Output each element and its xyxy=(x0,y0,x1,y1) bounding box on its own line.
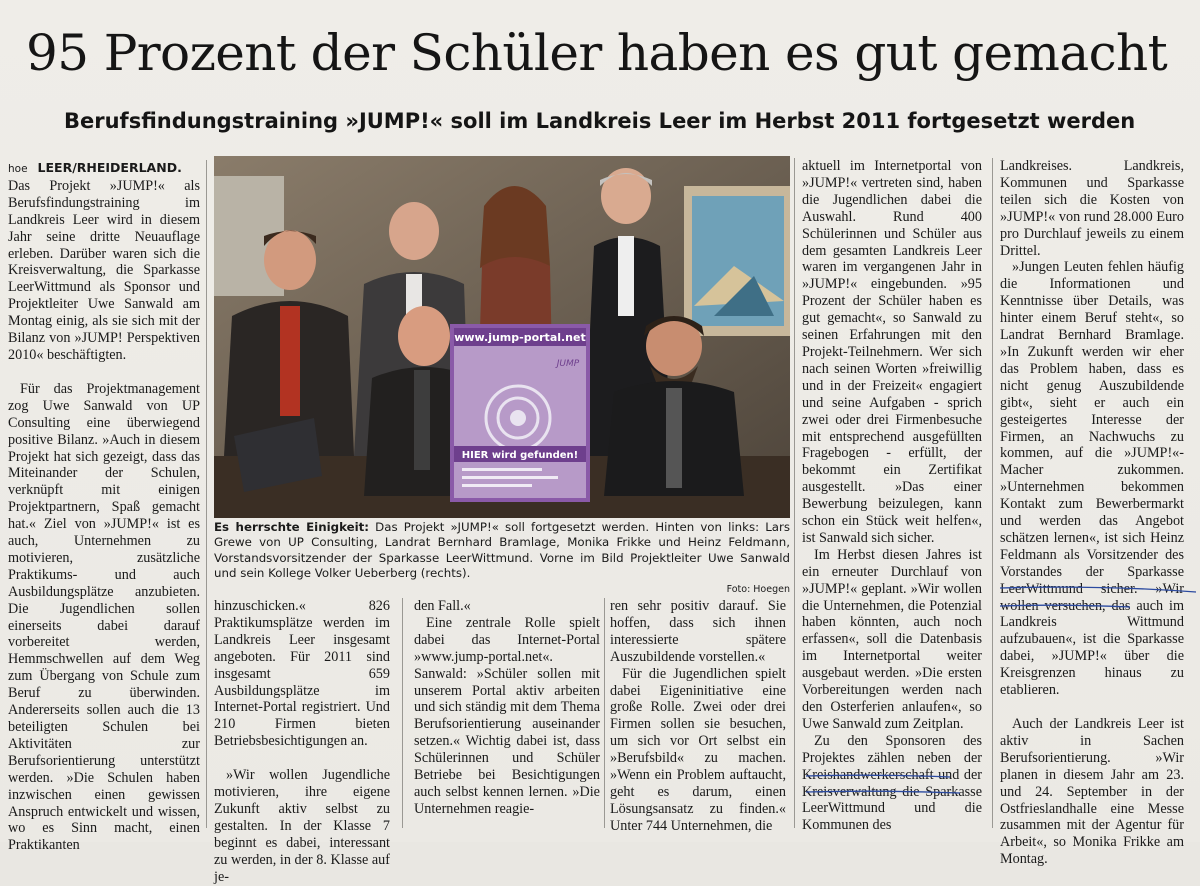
headline: 95 Prozent der Schüler haben es gut gemacht xyxy=(26,24,1168,82)
poster-url: www.jump-portal.net xyxy=(454,331,586,344)
paragraph: den Fall.« xyxy=(414,598,471,614)
paragraph: Für die Jugendlichen spielt dabei Eigeninitiative eine große Rolle. Zwei oder drei Firmen sollen sie besuchen, um sich vor Ort selbst ein »Berufsbild« zu machen. »Wenn ein Problem auftaucht, geht es darum, einen Lösungsansatz zu finden.« Unter 744 Unternehmen, die xyxy=(610,665,786,834)
byline: hoe xyxy=(8,163,28,175)
paragraph: ren sehr positiv darauf. Sie hoffen, dass sich ihnen interessierte spätere Auszubildende vorstellen.« xyxy=(610,598,786,665)
subheadline: Berufsfindungstraining »JUMP!« soll im Landkreis Leer im Herbst 2011 fortgesetzt werden xyxy=(64,109,1136,133)
paragraph: »Wir wollen Jugendliche motivieren, ihre eigene Zukunft aktiv selbst zu gestalten. In der Klasse 7 beginnt es dabei, interessant zu werden, in der 8. Klasse auf je- xyxy=(214,767,390,885)
pen-underline xyxy=(1000,587,1196,592)
caption-lead: Es herrschte Einigkeit: xyxy=(214,520,370,534)
poster-slogan: HIER wird gefunden! xyxy=(461,450,579,461)
paragraph: hinzuschicken.« 826 Praktikumsplätze werden im Landkreis Leer insgesamt angeboten. Für 2011 sind insgesamt 659 Ausbildungsplätze im Internet-Portal registriert. Und 210 Firmen bieten Betriebsbesichtigungen an. xyxy=(214,598,390,750)
paragraph: Landkreises. Landkreis, Kommunen und Sparkasse teilen sich die Kosten von »JUMP!« von rund 28.000 Euro pro Durchlauf jeweils zu einem Drittel. xyxy=(1000,158,1184,259)
pen-underline xyxy=(806,791,960,793)
paragraph: »Jungen Leuten fehlen häufig die Informationen und Kenntnisse über Details, was hinter einem Beruf steht«, so Landrat Bernhard Bramlage. »In Zukunft werden wir eher das Problem haben, dass es nicht genug Auszubildende gibt«, sieht er auch ein gesteigertes Interesse der Firmen, an Nachwuchs zu kommen, auf die »JUMP!«-Macher zukommen. »Unternehmen bekommen Kontakt zum Bewerbermarkt und werden das Angebot schätzen lernen«, ist sich Heinz Feldmann als Vorsitzender des Vorstandes der Sparkasse LeerWittmund sicher. »Wir wollen versuchen, das auch im Landkreis Wittmund aufzubauen«, ist die Sparkasse dabei, »JUMP!« über die Kreisgrenzen hinaus zu etablieren. xyxy=(1000,259,1184,699)
poster-brand: JUMP xyxy=(556,359,580,369)
paragraph: Im Herbst diesen Jahres ist ein erneuter Durchlauf von »JUMP!« geplant. »Wir wollen die Unternehmen, die Potenzial haben könnten, auch noch erfassen«, soll die Datenbasis im Internetportal weiter ausgebaut werden. »Die ersten Vorbereitungen werden nach den Osterferien anlaufen«, so Uwe Sanwald zum Zeitplan. xyxy=(802,546,982,732)
paragraph: Auch der Landkreis Leer ist aktiv in Sachen Berufsorientierung. »Wir planen in diesem Jahr am 23. und 24. September in der Ostfrieslandhalle eine Messe zusammen mit der Agentur für Arbeit«, so Monika Frikke am Montag. xyxy=(1000,716,1184,868)
paragraph: Das Projekt »JUMP!« als Berufsfindungstraining im Landkreis Leer wird in diesem Jahr seine dritte Neuauflage erleben. Darüber waren sich die Kreisverwaltung, die Sparkasse LeerWittmund als Sponsor und Projektleiter Uwe Sanwald am Montag einig, als sie sich mit der Bilanz von »JUMP! Perspektiven 2010« beschäftigten. xyxy=(8,177,200,363)
dateline: LEER/RHEIDERLAND. xyxy=(37,160,182,175)
paragraph: Für das Projektmanagement zog Uwe Sanwald von UP Consulting eine überwiegend positive Bilanz. »Auch in diesem Projekt hat sich gezeigt, dass das Miteinander der Schulen, verknüpft mit einigen Projektpartnern, Spaß gemacht hat.« Ziel von »JUMP!« ist es auch, Unternehmen zu motivieren, zusätzliche Praktikums- und auch Ausbildungsplätze anzubieten. Die Jugendlichen sollen einerseits dabei darauf vorbereitet werden, Hemmschwellen auf dem Weg zum Übergang von Schule zum Beruf zu überwinden. Andererseits sollen auch die 13 beteiligten Schulen bei Aktivitäten zur Berufsorientierung unterstützt werden. »Die Schulen haben inzwischen einen gewissen Anspruch entwickelt und wissen, wo es Sinn macht, einen Praktikanten xyxy=(8,380,200,854)
paragraph: Eine zentrale Rolle spielt dabei das Internet-Portal »www.jump-portal.net«. Sanwald: »Schüler sollen mit unserem Portal aktiv arbeiten und sich ständig mit dem Thema Berufsorientierung auseinander setzen.« Wichtig dabei ist, dass Schülerinnen und Schüler Betriebe bei Besichtigungen auch selbst kennen lernen. »Die Unternehmen reagie- xyxy=(414,614,600,817)
caption-text: Das Projekt »JUMP!« soll fortgesetzt werden. Hinten von links: Lars Grewe von UP Consulting, Landrat Bernhard Bramlage, Monika Frikke und Heinz Feldmann, Vorstandsvorsitzender der Sparkasse LeerWittmund. Vorne im Bild Projektleiter Uwe Sanwald und sein Kollege Volker Ueberberg (rechts). xyxy=(214,520,791,581)
paragraph: Zu den Sponsoren des Projektes zählen neben der Kreishandwerkerschaft und der Kreisverwaltung die Sparkasse LeerWittmund und die Kommunen des xyxy=(802,732,982,834)
photo-credit: Foto: Hoegen xyxy=(726,583,790,595)
pen-underline xyxy=(1000,605,1130,607)
paragraph: aktuell im Internetportal von »JUMP!« vertreten sind, haben die Jugendlichen dabei die Auswahl. Rund 400 Schülerinnen und Schüler aus dem gesamten Landkreis Leer waren im vergangenen Jahr in »JUMP!« eingebunden. »95 Prozent der Schüler haben es gut gemacht«, so Sanwald zu seinen Erfahrungen mit den Projekt-Teilnehmern. Wer sich nach seinen Worten »freiwillig und in der Freizeit« engagiert und seine Aufgaben - sprich zwei oder drei Firmenbesuche mit entsprechend ausgefüllten Fragebogen - erfüllt, der bekommt ein Zertifikat ausgestellt. »Das einer Bewerbung beizulegen, kann schon ein Stück weit helfen«, ist Sanwald sich sicher. xyxy=(802,158,982,546)
pen-underline xyxy=(806,775,950,777)
